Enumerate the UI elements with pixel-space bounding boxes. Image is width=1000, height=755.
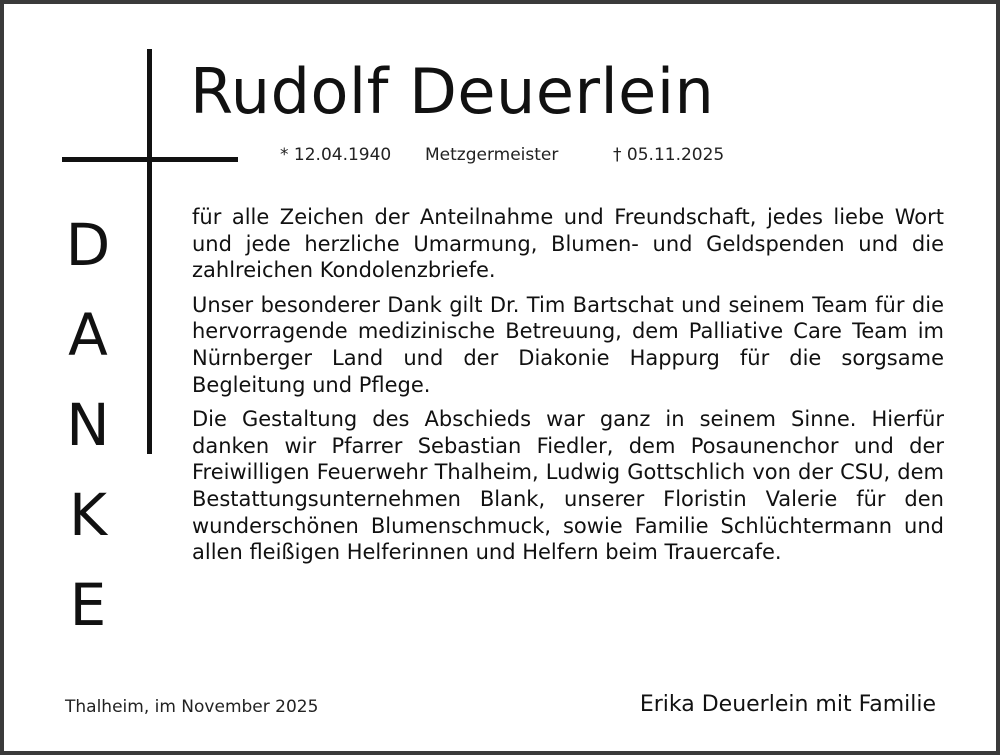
cross-vertical-bar	[147, 49, 152, 454]
birth-date: * 12.04.1940	[280, 145, 392, 165]
danke-letter-a: A	[68, 301, 108, 369]
place-and-date: Thalheim, im November 2025	[65, 697, 319, 717]
deceased-name: Rudolf Deuerlein	[190, 55, 715, 128]
danke-vertical-word	[60, 200, 116, 650]
thanks-text	[192, 204, 944, 574]
danke-letter-n: N	[66, 391, 110, 459]
cross-horizontal-bar	[62, 157, 238, 162]
danke-letter-e: E	[69, 571, 107, 639]
danke-letter-d: D	[65, 211, 111, 279]
death-date: † 05.11.2025	[613, 145, 725, 165]
signature: Erika Deuerlein mit Familie	[639, 692, 936, 717]
thanks-paragraph-1: für alle Zeichen der Anteilnahme und Freundschaft, jedes liebe Wort und jede herzliche Umarmung, Blumen- und Geldspenden und die zahlreichen Kondolenzbriefe.	[192, 205, 944, 283]
danke-letter-k: K	[68, 481, 108, 549]
thanks-paragraph-2: Unser besonderer Dank gilt Dr. Tim Bartschat und seinem Team für die hervorragende medizinische Betreuung, dem Palliative Care Team im Nürnberger Land und der Diakonie Happurg für die sorgsame Begleitung und Pflege.	[192, 292, 944, 397]
profession: Metzgermeister	[425, 145, 559, 165]
thanks-paragraph-3: Die Gestaltung des Abschieds war ganz in seinem Sinne. Hierfür danken wir Pfarrer Sebastian Fiedler, dem Posaunenchor und der Freiwilligen Feuerwehr Thalheim, Ludwig Gottschlich von der CSU, dem Bestattungsunternehmen Blank, unserer Floristin Valerie für den wunderschönen Blumenschmuck, sowie Familie Schlüchtermann und allen fleißigen Helferinnen und Helfern beim Trauercafe.	[192, 407, 944, 565]
